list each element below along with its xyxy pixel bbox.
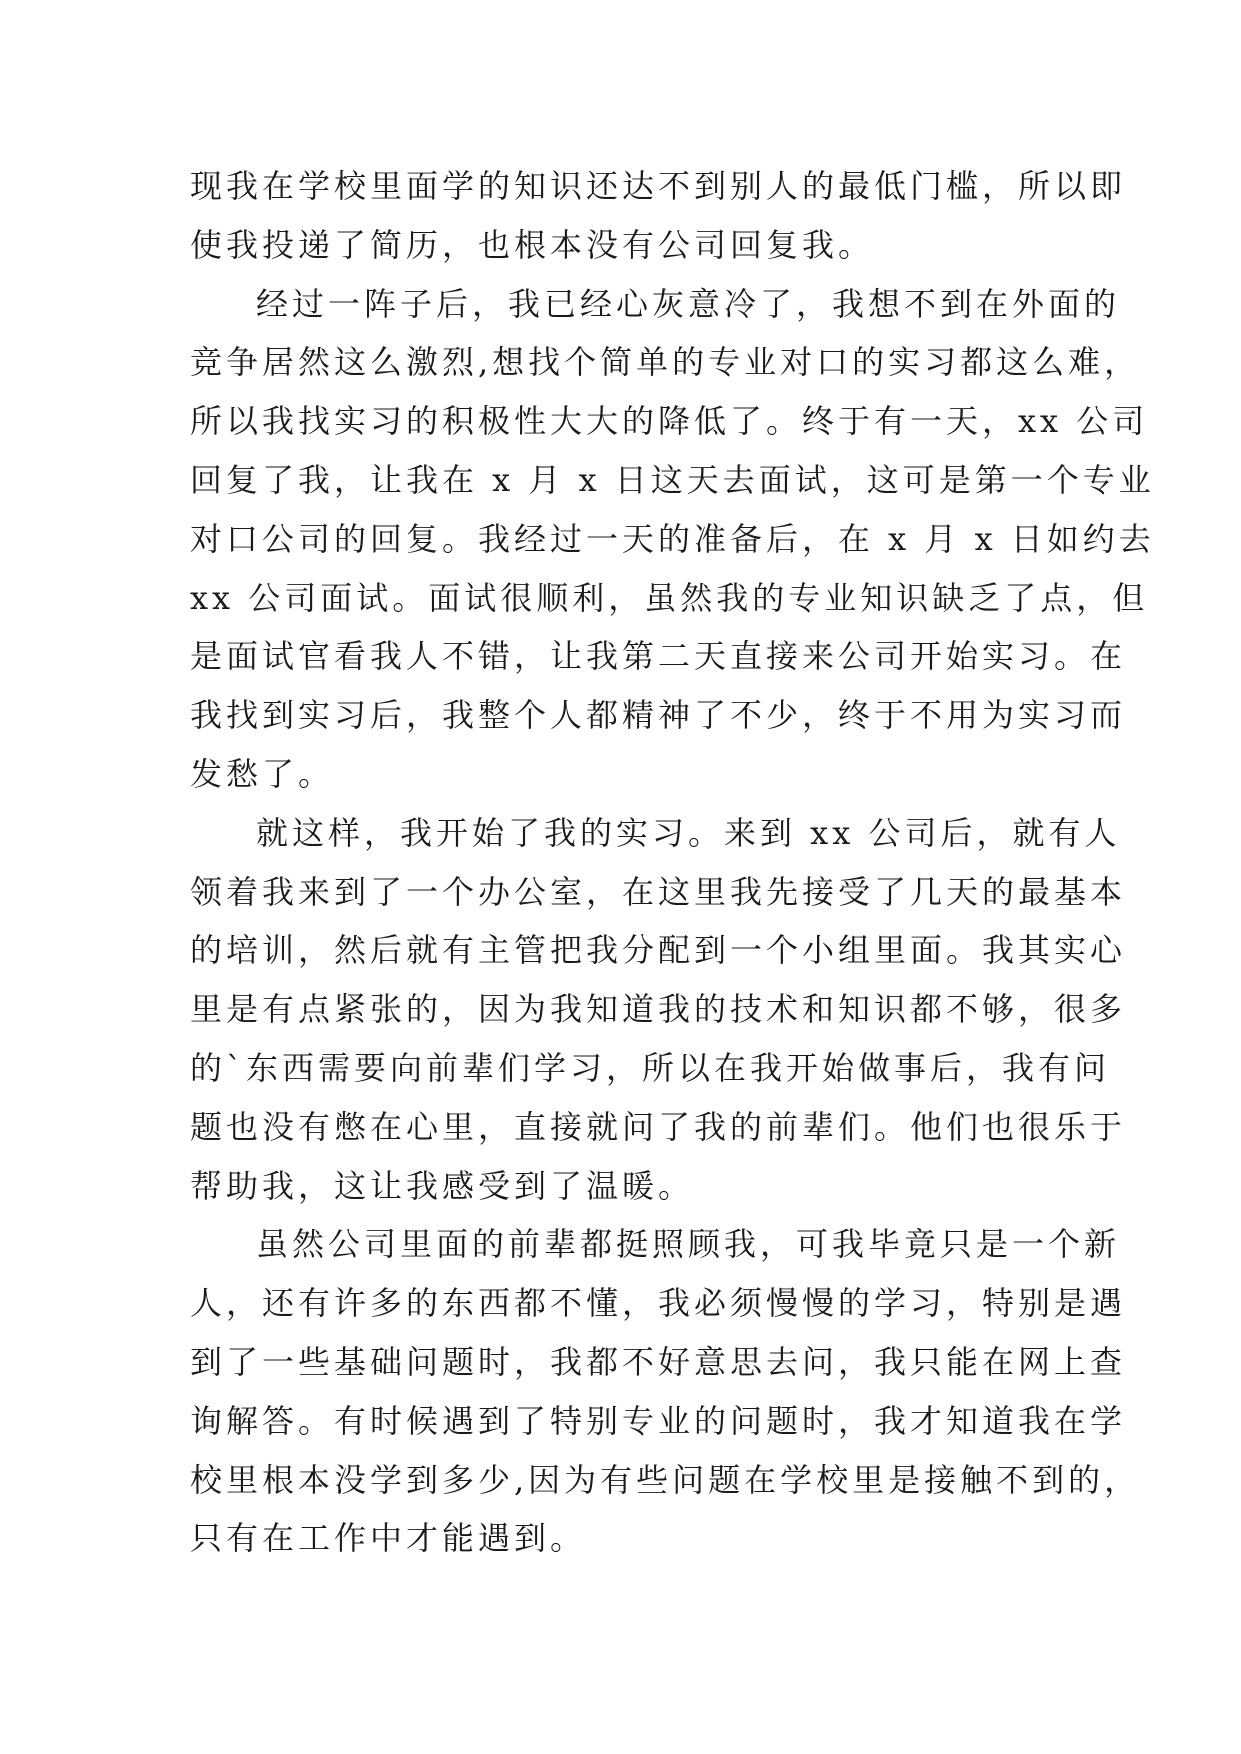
text-line: 只有在工作中才能遇到。 (190, 1519, 587, 1558)
paragraph-first-line: 就这样，我开始了我的实习。来到 xx 公司后，就有人 (256, 813, 1121, 852)
document-body (190, 157, 1155, 1568)
text-line: 里是有点紧张的，因为我知道我的技术和知识都不够，很多 (190, 990, 1127, 1029)
text-line: 领着我来到了一个办公室，在这里我先接受了几天的最基本 (190, 872, 1127, 911)
text-line: 对口公司的回复。我经过一天的准备后，在 x 月 x 日如约去 (190, 519, 1155, 558)
text-line: 我找到实习后，我整个人都精神了不少，终于不用为实习而 (190, 696, 1127, 735)
text-line: 题也没有憋在心里，直接就问了我的前辈们。他们也很乐于 (190, 1107, 1127, 1146)
text-line: xx 公司面试。面试很顺利，虽然我的专业知识缺乏了点，但 (190, 578, 1149, 617)
text-line: 人，还有许多的东西都不懂，我必须慢慢的学习，特别是遇 (190, 1284, 1127, 1323)
text-line: 是面试官看我人不错，让我第二天直接来公司开始实习。在 (190, 637, 1127, 676)
text-line: 竞争居然这么激烈,想找个简单的专业对口的实习都这么难， (190, 343, 1141, 382)
text-line: 现我在学校里面学的知识还达不到别人的最低门槛，所以即 (190, 167, 1127, 205)
text-line: 帮助我，这让我感受到了温暖。 (190, 1166, 695, 1205)
text-line: 的`东西需要向前辈们学习，所以在我开始做事后，我有问 (190, 1048, 1111, 1087)
paragraph-first-line: 虽然公司里面的前辈都挺照顾我，可我毕竟只是一个新 (256, 1225, 1121, 1264)
text-line: 所以我找实习的积极性大大的降低了。终于有一天，xx 公司 (190, 402, 1149, 441)
text-line: 回复了我，让我在 x 月 x 日这天去面试，这可是第一个专业 (190, 460, 1155, 499)
text-line: 询解答。有时候遇到了特别专业的问题时，我才知道我在学 (190, 1401, 1127, 1440)
text-line: 校里根本没学到多少,因为有些问题在学校里是接触不到的， (190, 1460, 1141, 1499)
text-line: 的培训，然后就有主管把我分配到一个小组里面。我其实心 (190, 931, 1127, 970)
text-line: 使我投递了简历，也根本没有公司回复我。 (190, 225, 875, 264)
text-line: 到了一些基础问题时，我都不好意思去问，我只能在网上查 (190, 1342, 1127, 1381)
text-line: 发愁了。 (190, 754, 335, 793)
paragraph-first-line: 经过一阵子后，我已经心灰意冷了，我想不到在外面的 (256, 284, 1121, 323)
